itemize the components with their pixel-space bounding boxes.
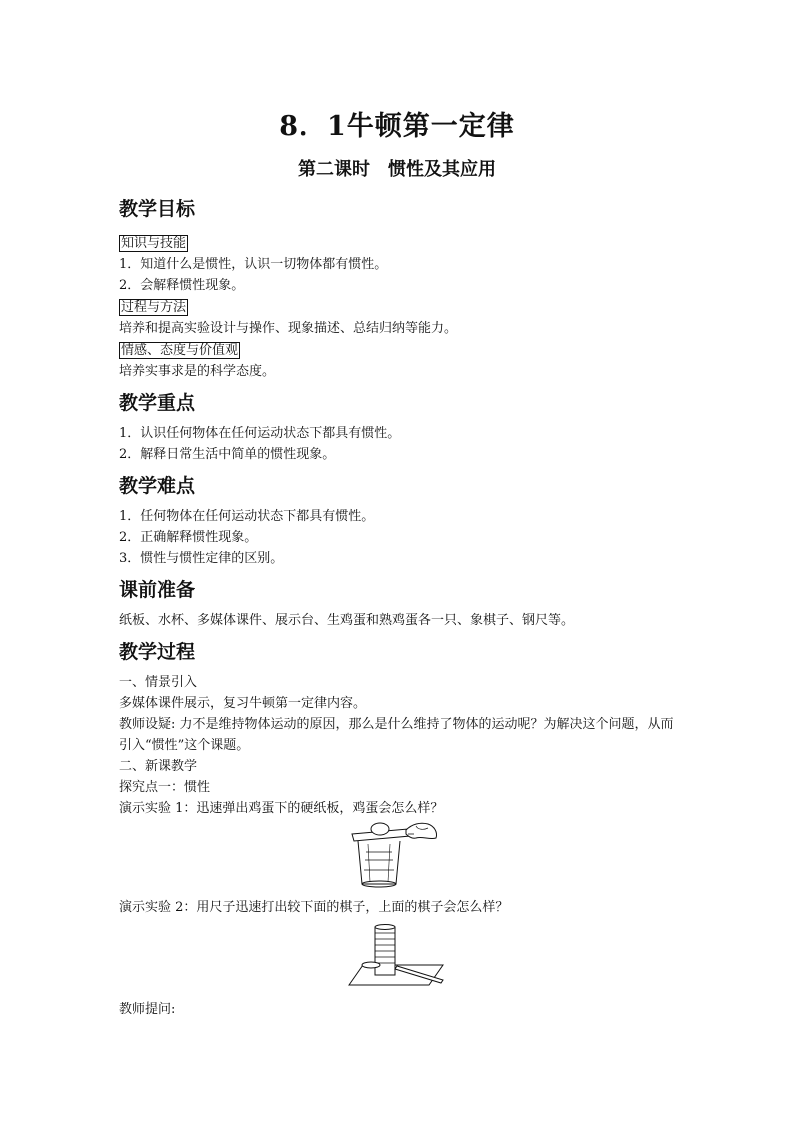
page-title: 8．1牛顿第一定律 xyxy=(279,111,515,142)
egg-experiment-figure xyxy=(350,814,440,888)
demo2-line: 演示实验 2：用尺子迅速打出较下面的棋子，上面的棋子会怎么样？ xyxy=(119,900,509,915)
process-line: 演示实验 1：迅速弹出鸡蛋下的硬纸板，鸡蛋会怎么样？ xyxy=(119,801,444,816)
goal-item: 1．知道什么是惯性，认识一切物体都有惯性。 xyxy=(119,257,388,272)
difficulty-item: 3．惯性与惯性定律的区别。 xyxy=(119,551,284,566)
process-line: 二、新课教学 xyxy=(119,759,198,774)
difficulty-item: 2．正确解释惯性现象。 xyxy=(119,530,258,545)
page-subtitle: 第二课时 惯性及其应用 xyxy=(298,159,496,180)
heading-difficulties: 教学难点 xyxy=(119,475,196,497)
label-process: 过程与方法 xyxy=(121,300,187,315)
preparation-text: 纸板、水杯、多媒体课件、展示台、生鸡蛋和熟鸡蛋各一只、象棋子、钢尺等。 xyxy=(119,613,575,628)
label-emotion: 情感、态度与价值观 xyxy=(121,343,239,358)
document-body xyxy=(119,196,679,819)
goal-process-text: 培养和提高实验设计与操作、现象描述、总结归纳等能力。 xyxy=(119,321,458,336)
process-line: 一、情景引入 xyxy=(119,675,198,690)
label-knowledge: 知识与技能 xyxy=(121,236,187,251)
difficulty-item: 1．任何物体在任何运动状态下都具有惯性。 xyxy=(119,509,375,524)
goal-emotion-text: 培养实事求是的科学态度。 xyxy=(119,364,276,379)
heading-goals: 教学目标 xyxy=(119,198,196,220)
heading-preparation: 课前准备 xyxy=(119,579,196,601)
heading-key-points: 教学重点 xyxy=(119,392,196,414)
process-line: 教师设疑: 力不是维持物体运动的原因，那么是什么维持了物体的运动呢？为解决这个问题，从而引入“惯性”这个课题。 xyxy=(119,717,674,753)
goal-item: 2．会解释惯性现象。 xyxy=(119,278,245,293)
key-point-item: 1．认识任何物体在任何运动状态下都具有惯性。 xyxy=(119,426,401,441)
key-point-item: 2．解释日常生活中简单的惯性现象。 xyxy=(119,447,336,462)
teacher-question: 教师提问: xyxy=(119,1002,176,1017)
process-line: 多媒体课件展示，复习牛顿第一定律内容。 xyxy=(119,696,367,711)
process-line: 探究点一：惯性 xyxy=(119,780,211,795)
heading-process: 教学过程 xyxy=(119,641,196,663)
chess-experiment-figure xyxy=(347,923,447,991)
